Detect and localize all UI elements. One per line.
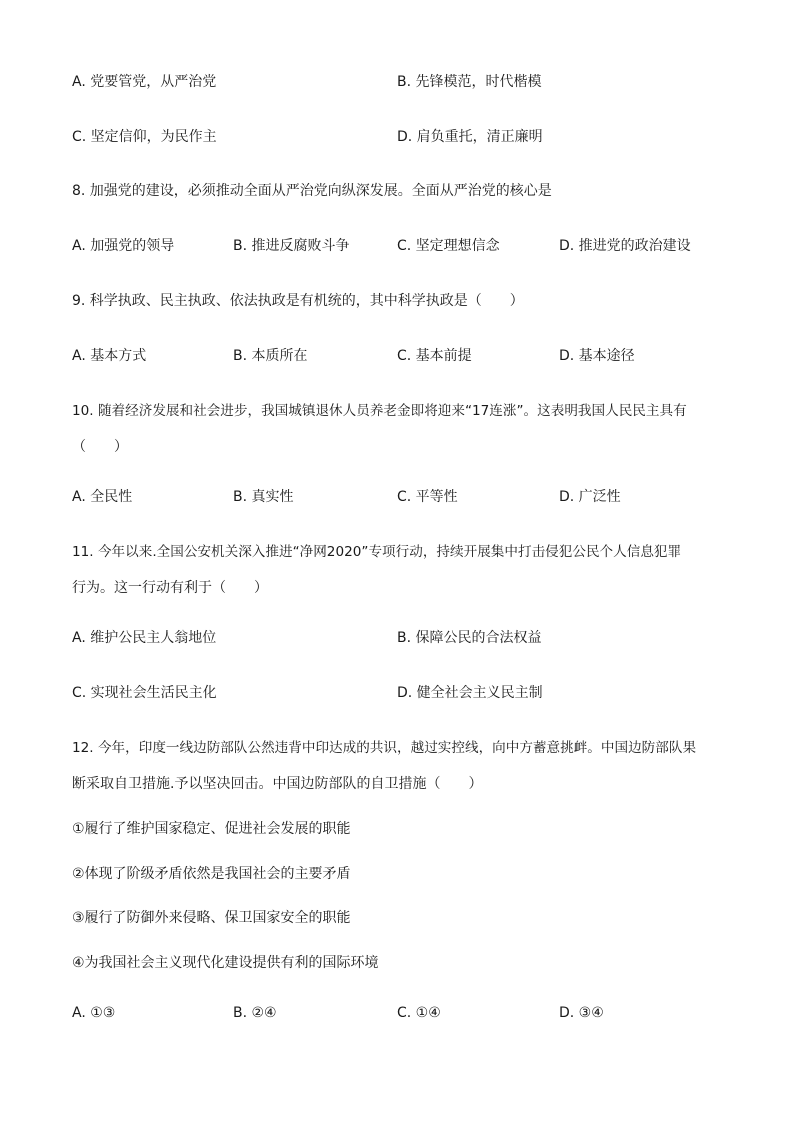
- q10-option-c[interactable]: C. 平等性: [397, 489, 458, 505]
- q7-option-c[interactable]: C. 坚定信仰，为民作主: [72, 129, 217, 145]
- q10-options-row: [72, 487, 732, 507]
- q10-option-b[interactable]: B. 真实性: [233, 489, 294, 505]
- q9-option-c[interactable]: C. 基本前提: [397, 348, 472, 364]
- q7-option-a[interactable]: A. 党要管党，从严治党: [72, 74, 217, 90]
- q11-option-d[interactable]: D. 健全社会主义民主制: [397, 685, 543, 701]
- q8-stem: 8. 加强党的建设，必须推动全面从严治党向纵深发展。全面从严治党的核心是: [72, 183, 552, 199]
- q8-options-row: [72, 236, 732, 256]
- q8-option-a[interactable]: A. 加强党的领导: [72, 238, 175, 254]
- q12-statement-1: ①履行了维护国家稳定、促进社会发展的职能: [72, 821, 351, 837]
- q10-option-d[interactable]: D. 广泛性: [559, 489, 621, 505]
- q12-option-c[interactable]: C. ①④: [397, 1005, 441, 1021]
- q7-option-d[interactable]: D. 肩负重托，清正廉明: [397, 129, 543, 145]
- q11-stem-line-1: 11. 今年以来.全国公安机关深入推进“净网2020”专项行动，持续开展集中打击侵犯公民个人信息犯罪: [72, 544, 682, 560]
- q11-option-a[interactable]: A. 维护公民主人翁地位: [72, 630, 217, 646]
- q12-statement-2: ②体现了阶级矛盾依然是我国社会的主要矛盾: [72, 866, 351, 882]
- q12-options-row: [72, 1003, 732, 1023]
- q12-statement-3: ③履行了防御外来侵略、保卫国家安全的职能: [72, 910, 351, 926]
- q12-stem-line-1: 12. 今年，印度一线边防部队公然违背中印达成的共识，越过实控线，向中方蓄意挑衅。中国边防部队果: [72, 740, 697, 756]
- q9-option-b[interactable]: B. 本质所在: [233, 348, 308, 364]
- q11-stem-line-2: 行为。这一行动有利于（ ）: [72, 580, 268, 596]
- q9-option-d[interactable]: D. 基本途径: [559, 348, 635, 364]
- q11-options-row-2: [72, 683, 732, 703]
- q10-stem-line-1: 10. 随着经济发展和社会进步，我国城镇退休人员养老金即将迎来“17连涨”。这表明我国人民民主具有: [72, 403, 687, 419]
- q11-option-b[interactable]: B. 保障公民的合法权益: [397, 630, 542, 646]
- q7-options-row-1: [72, 72, 732, 92]
- q11-options-row-1: [72, 628, 732, 648]
- q9-options-row: [72, 346, 732, 366]
- q7-options-row-2: [72, 127, 732, 147]
- q12-option-a[interactable]: A. ①③: [72, 1005, 116, 1021]
- q12-option-b[interactable]: B. ②④: [233, 1005, 277, 1021]
- q9-stem: 9. 科学执政、民主执政、依法执政是有机统的，其中科学执政是（ ）: [72, 293, 524, 309]
- q8-option-c[interactable]: C. 坚定理想信念: [397, 238, 500, 254]
- q8-option-d[interactable]: D. 推进党的政治建设: [559, 238, 691, 254]
- q9-option-a[interactable]: A. 基本方式: [72, 348, 147, 364]
- q12-option-d[interactable]: D. ③④: [559, 1005, 604, 1021]
- q10-stem-line-2: （ ）: [72, 439, 128, 455]
- q12-statement-4: ④为我国社会主义现代化建设提供有利的国际环境: [72, 955, 379, 971]
- q12-stem-line-2: 断采取自卫措施.予以坚决回击。中国边防部队的自卫措施（ ）: [72, 776, 483, 792]
- q10-option-a[interactable]: A. 全民性: [72, 489, 133, 505]
- q8-option-b[interactable]: B. 推进反腐败斗争: [233, 238, 350, 254]
- q7-option-b[interactable]: B. 先锋模范，时代楷模: [397, 74, 542, 90]
- q11-option-c[interactable]: C. 实现社会生活民主化: [72, 685, 217, 701]
